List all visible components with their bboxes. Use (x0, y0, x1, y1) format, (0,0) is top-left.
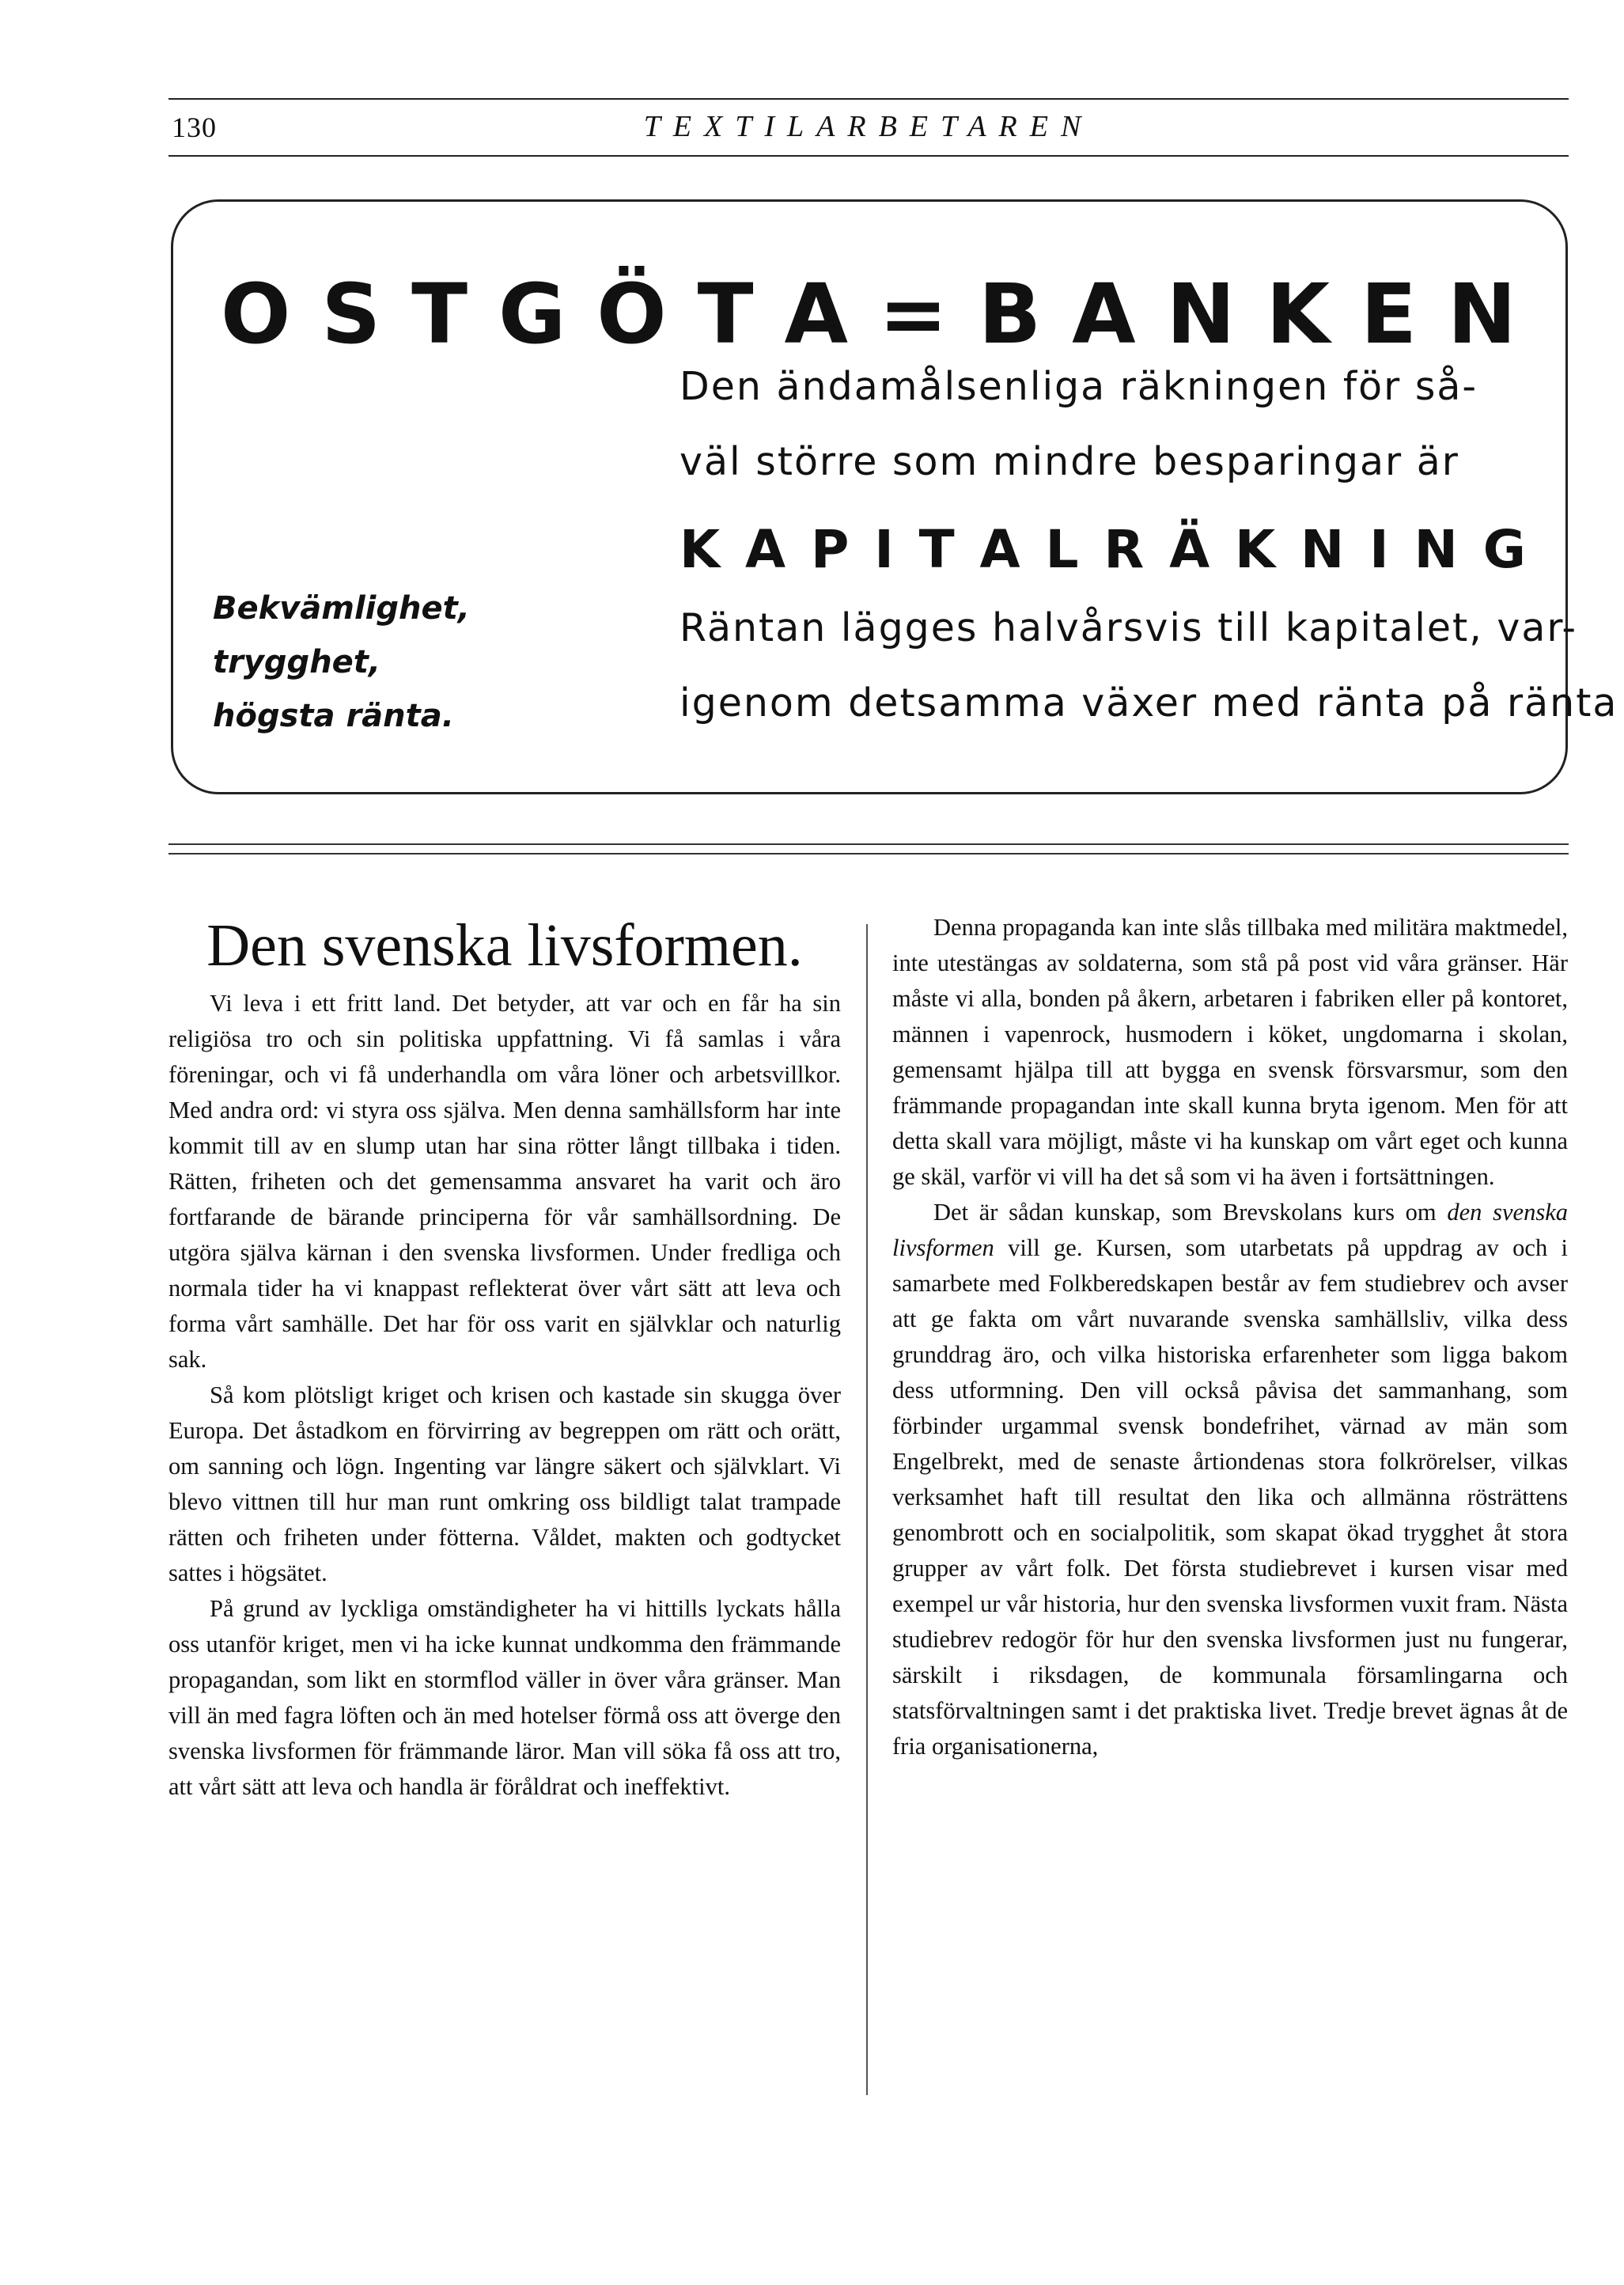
article-title: Den svenska livsformen. (206, 912, 803, 979)
headline-letter: N (1414, 519, 1458, 580)
slogan-line: högsta ränta. (213, 698, 454, 734)
bank-name-letter: G (498, 266, 568, 362)
headline-letter: R (1103, 519, 1145, 580)
slogan-line: trygghet, (213, 644, 381, 680)
bank-name-letter: O (221, 266, 293, 362)
page-header (168, 98, 1569, 157)
bank-name (221, 267, 1518, 362)
headline-letter: I (874, 519, 894, 580)
journal-title: TEXTILARBETAREN (643, 110, 1094, 143)
bank-name-letter: Ö (596, 266, 668, 362)
bank-name-letter: A (784, 266, 850, 362)
article-paragraph: Denna propaganda kan inte slås tillbaka med militära maktmedel, inte utestängas av soldaterna, som stå på post vid våra gränser. Här måste vi alla, bonden på åkern, arbetaren i fabriken eller på kontoret, männen i vapenrock, husmodern i köket, ungdomarna i skolan, gemensamt hjälpa till att bygga en svensk försvarsmur, som den främmande propagandan inte skall kunna bryta igenom. Men för att detta skall vara möjligt, måste vi ha kunskap om vårt eget och kunna ge skäl, varför vi vill ha det så som vi ha även i fortsättningen. (892, 914, 1568, 1190)
ad-headline (680, 518, 1526, 582)
paragraph-text: vill ge. Kursen, som utarbetats på uppdrag av och i samarbete med Folkberedskapen består av fem studiebrev och avser att ge fakta om vårt nuvarande svenska samhällsliv, vilka dess grunddrag äro, och vilka historiska erfarenheter som ligga bakom dess utformning. Den vill också påvisa det sammanhang, som förbinder urgammal svensk bondefrihet, värnad av män som Engelbrekt, med de senaste årtiondenas stora folkrörelser, vilkas verksamhet haft till resultat den lika och allmänna rösträttens genombrott och en socialpolitik, som skapat ökad trygghet åt stora grupper av vårt folk. Det första studiebrevet i kursen visar med exempel ur vår historia, hur den svenska livsformen vuxit fram. Nästa studiebrev redogör för hur den svenska livsformen just nu fungerar, särskilt i riksdagen, de kommunala församlingarna och statsförvaltningen samt i det praktiska livet. Tredje brevet ägnas åt de fria organisationerna, (892, 1234, 1568, 1760)
headline-letter: T (918, 519, 955, 580)
bank-name-letter: K (1266, 266, 1332, 362)
ad-text-line: väl större som mindre besparingar är (680, 439, 1459, 484)
bank-name-letter: = (878, 266, 950, 362)
slogan-line: Bekvämlighet, (213, 590, 470, 627)
headline-letter: I (1369, 519, 1389, 580)
article-paragraph: Vi leva i ett fritt land. Det betyder, att var och en får ha sin religiösa tro och sin politiska uppfattning. Vi få samlas i våra föreningar, och vi få underhandla om våra löner och arbetsvillkor. Med andra ord: vi styra oss själva. Men denna samhällsform har inte kommit till av en slump utan har sina rötter långt tillbaka i tiden. Rätten, friheten och det gemensamma ansvaret ha varit och äro fortfarande de bärande principerna för vår samhällsordning. De utgöra själva kärnan i den svenska livsformen. Under fredliga och normala tider ha vi knappast reflekterat över vårt sätt att leva och forma vårt samhälle. Det har för oss varit en självklar och naturlig sak. (168, 990, 841, 1373)
headline-letter: Ä (1169, 519, 1210, 580)
bank-name-letter: E (1360, 266, 1419, 362)
column-rule (866, 924, 868, 2095)
headline-letter: A (979, 519, 1020, 580)
bank-name-letter: A (1072, 266, 1138, 362)
article-paragraph: På grund av lyckliga omständigheter ha vi hittills lyckats hålla oss utanför kriget, men vi ha icke kunnat undkomma den främmande propagandan, som likt en stormflod väller in över våra gränser. Man vill än med fagra löften och än med hotelser förmå oss att överge den svenska livsformen för främmande läror. Man vill söka få oss att tro, att vårt sätt att leva och handla är föråldrat och ineffektivt. (168, 1595, 841, 1800)
headline-letter: K (1235, 519, 1276, 580)
section-divider (168, 843, 1569, 855)
bank-advertisement (171, 199, 1618, 794)
article-right-column (892, 910, 1568, 1764)
article-left-column (168, 986, 841, 1805)
bank-name-letter: S (321, 266, 383, 362)
page-number: 130 (172, 112, 217, 143)
article-paragraph (892, 1195, 1568, 1764)
bank-name-letter: T (697, 266, 755, 362)
ad-text-line: Den ändamålsenliga räkningen för så- (680, 364, 1478, 409)
bank-name-letter: T (411, 266, 470, 362)
ad-slogan (213, 582, 498, 743)
headline-letter: A (745, 519, 786, 580)
course-title: den svenska livsformen (892, 1199, 1569, 1261)
bank-name-letter: B (978, 266, 1043, 362)
ad-text-line: Räntan lägges halvårsvis till kapitalet, var- (680, 605, 1578, 650)
bank-name-letter: N (1166, 266, 1237, 362)
headline-letter: L (1045, 519, 1079, 580)
article-paragraph: Så kom plötsligt kriget och krisen och kastade sin skugga över Europa. Det åstadkom en förvirring av begreppen om rätt och orätt, om sanning och lögn. Ingenting var längre säkert och självklart. Vi blevo vittnen till hur man runt omkring oss bildligt talat trampade rätten och friheten under fötterna. Våldet, makten och godtycket sattes i högsätet. (168, 1381, 841, 1586)
headline-letter: K (680, 519, 721, 580)
paragraph-text: Det är sådan kunskap, som Brevskolans kurs om (933, 1199, 1448, 1226)
headline-letter: P (810, 519, 850, 580)
bank-name-letter: N (1447, 266, 1518, 362)
headline-letter: G (1482, 519, 1526, 580)
ad-text-line: igenom detsamma växer med ränta på ränta (680, 680, 1618, 726)
headline-letter: N (1300, 519, 1345, 580)
